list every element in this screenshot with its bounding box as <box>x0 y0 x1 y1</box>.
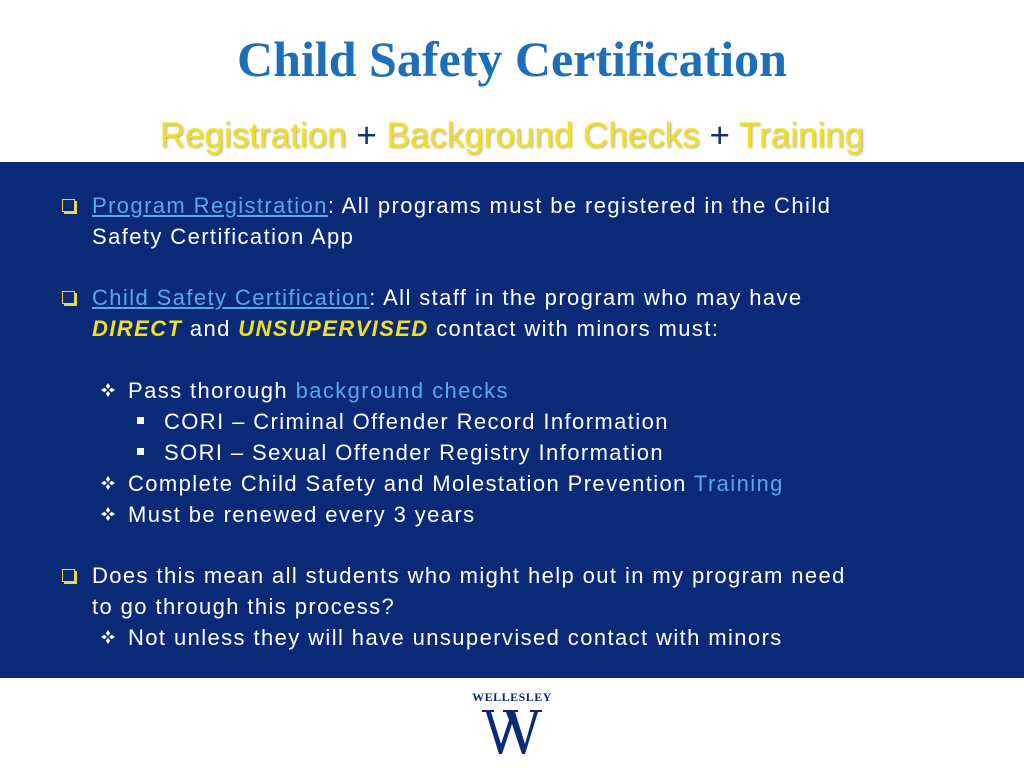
diamond-bullet-icon <box>101 383 115 397</box>
training-link[interactable]: Training <box>693 471 784 496</box>
sub2-text: Complete Child Safety and Molestation Prevention <box>128 471 694 496</box>
and-text: and <box>189 316 231 341</box>
slide-title: Child Safety Certification <box>237 31 787 87</box>
diamond-bullet-icon <box>101 630 115 644</box>
child-safety-certification-link[interactable]: Child Safety Certification <box>92 285 370 310</box>
item-question: Does this mean all students who might help out in my program need <box>92 563 846 588</box>
item-program-registration <box>92 190 831 221</box>
subtitle-plus: + <box>356 116 377 155</box>
bullet-sori: SORI – Sexual Offender Registry Information <box>164 440 664 465</box>
program-registration-link[interactable]: Program Registration <box>92 193 328 218</box>
checkbox-bullet-icon <box>62 569 75 582</box>
sub-training <box>128 468 784 499</box>
subtitle-registration: Registration <box>159 116 347 155</box>
subtitle-training: Training <box>739 116 865 155</box>
checkbox-bullet-icon <box>62 291 75 304</box>
direct-emphasis: DIRECT <box>92 316 183 341</box>
sub1-text: Pass thorough <box>128 378 296 403</box>
item-child-safety-certification <box>92 282 803 313</box>
square-bullet-icon <box>137 448 144 455</box>
item2-text: : All staff in the program who may have <box>369 285 803 310</box>
item1-text: : All programs must be registered in the Child <box>327 193 832 218</box>
item2-text-line2 <box>92 313 719 344</box>
checkbox-bullet-icon <box>62 199 75 212</box>
background-checks-link[interactable]: background checks <box>295 378 509 403</box>
subtitle-plus: + <box>709 116 730 155</box>
square-bullet-icon <box>137 417 144 424</box>
item3-text-line2: to go through this process? <box>92 594 396 619</box>
bullet-cori: CORI – Criminal Offender Record Information <box>164 409 669 434</box>
content-panel <box>0 162 1024 678</box>
diamond-bullet-icon <box>101 507 115 521</box>
wellesley-w-icon <box>480 706 544 756</box>
contact-text: contact with minors must: <box>436 316 720 341</box>
diamond-bullet-icon <box>101 476 115 490</box>
wellesley-logo <box>462 690 562 760</box>
subtitle-background-checks: Background Checks <box>386 116 700 155</box>
sub-renewed: Must be renewed every 3 years <box>128 502 476 527</box>
unsupervised-emphasis: UNSUPERVISED <box>238 316 429 341</box>
sub-background-checks <box>128 375 509 406</box>
sub-not-unless: Not unless they will have unsupervised contact with minors <box>128 625 783 650</box>
item1-text-line2: Safety Certification App <box>92 224 355 249</box>
logo-text: WELLESLEY <box>472 690 552 704</box>
slide-subtitle <box>0 116 1024 156</box>
